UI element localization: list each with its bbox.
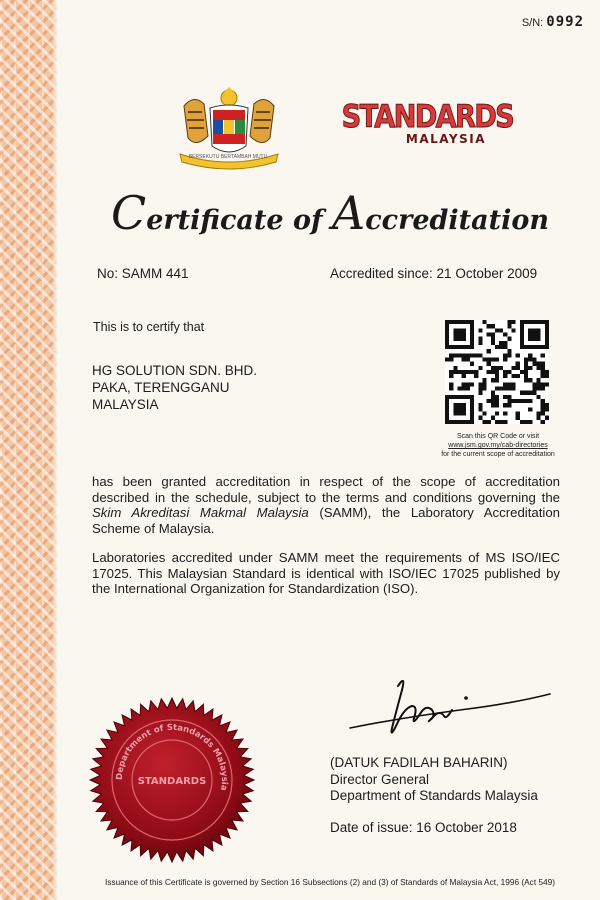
holder-country: MALAYSIA [92,397,159,412]
holder-name: HG SOLUTION SDN. BHD. [92,363,258,378]
standard-paragraph: Laboratories accredited under SAMM meet the requirements of MS ISO/IEC 17025. This Malaysian Standard is identical with ISO/IEC 17025 published by the International Organization for Standardization (ISO). [92,550,560,596]
seal-center-text: STANDARDS [137,776,207,787]
logo-word: STANDARDS [341,99,513,135]
footer-note: Issuance of this Certificate is governed by Section 16 Subsections (2) and (3) of Standards of Malaysia Act, 1996 (Act 549) [104,877,556,887]
certificate-title [100,182,560,252]
qr-caption-line3: for the current scope of accreditation [441,451,555,458]
accreditation-paragraph [92,474,560,536]
embossed-seal-icon [88,696,256,864]
certify-intro: This is to certify that [93,320,205,334]
title-initial-c: C [111,186,147,240]
signatory-name: (DATUK FADILAH BAHARIN) [330,755,508,770]
qr-code-icon[interactable] [445,320,549,424]
qr-caption [430,432,566,459]
scheme-name: Skim Akreditasi Makmal Malaysia [92,505,309,520]
paragraph1-lead: has been granted accreditation in respect of the scope of accreditation described in the schedule, subject to the terms and conditions governing the [92,474,560,505]
signatory-org: Department of Standards Malaysia [330,788,538,803]
standards-malaysia-logo [330,99,513,146]
serial-number [522,14,584,30]
logo-country: MALAYSIA [405,132,486,146]
signatory-block [330,755,538,805]
title-initial-a: A [331,186,366,240]
serial-value: 0992 [546,14,584,30]
signatory-title: Director General [330,771,430,787]
title-part1: ertificate of [146,205,332,236]
issue-date: Date of issue: 16 October 2018 [330,820,517,835]
qr-caption-line1: Scan this QR Code or visit [456,433,540,440]
decorative-border [0,0,58,900]
signature-icon [340,668,560,750]
certificate-number: No: SAMM 441 [97,266,189,281]
title-part2: ccreditation [365,205,549,236]
holder-city: PAKA, TERENGGANU [92,380,230,395]
holder-address [92,362,257,413]
serial-label: S/N: [521,17,544,29]
paragraph1-tail: (SAMM), the Laboratory Accreditation Scheme of Malaysia. [92,505,561,536]
seal-outer-text: Department of Standards Malaysia [114,722,230,792]
accredited-since: Accredited since: 21 October 2009 [330,266,538,281]
qr-caption-url[interactable]: www.jsm.gov.my/cab-directories [448,442,548,449]
crest-motto: BERSEKUTU BERTAMBAH MUTU [188,154,268,160]
